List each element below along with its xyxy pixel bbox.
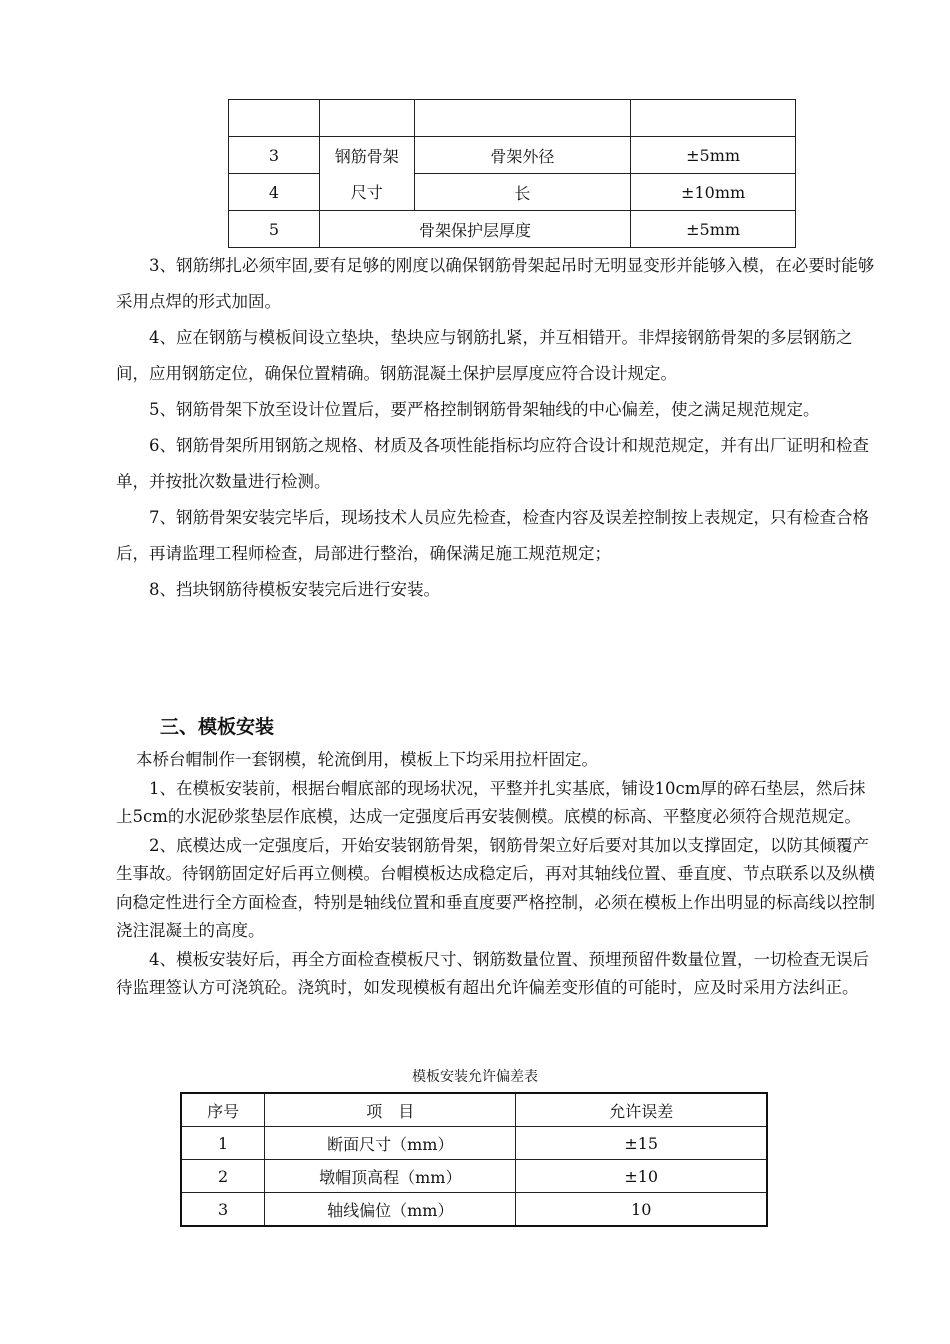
table-cell: 尺寸 — [319, 174, 414, 211]
section-heading: 三、模板安装 — [160, 716, 275, 738]
table-row — [181, 1127, 767, 1160]
table-row — [181, 1193, 767, 1227]
formwork-requirements — [116, 746, 876, 1003]
table-cell: 1 — [181, 1127, 265, 1160]
table-cell: 骨架保护层厚度 — [319, 211, 630, 248]
table-cell: 断面尺寸（mm） — [265, 1127, 516, 1160]
table-cell: 长 — [414, 174, 631, 211]
table-cell: 10 — [516, 1193, 767, 1227]
paragraph: 1、在模板安装前，根据台帽底部的现场状况，平整并扎实基底，铺设10cm厚的碎石垫层，然后抹上5cm的水泥砂浆垫层作底模，达成一定强度后再安装侧模。底模的标高、平整度必须符合规范规定。 — [116, 778, 866, 826]
table-cell: 5 — [229, 211, 320, 248]
table-header: 允许误差 — [516, 1093, 767, 1127]
table-caption: 模板安装允许偏差表 — [412, 1069, 538, 1085]
table-cell: ±5mm — [631, 211, 796, 248]
paragraph: 4、模板安装好后，再全方面检查模板尺寸、钢筋数量位置、预埋预留件数量位置，一切检查无误后待监理签认方可浇筑砼。浇筑时，如发现模板有超出允许偏差变形值的可能时，应及时采用方法纠正。 — [116, 949, 869, 997]
table-row — [229, 137, 796, 174]
rebar-requirements — [116, 248, 876, 608]
table-row — [229, 211, 796, 248]
table-header-row — [181, 1093, 767, 1127]
table-header: 序号 — [181, 1093, 265, 1127]
table-header: 项 目 — [265, 1093, 516, 1127]
table-cell: 骨架外径 — [414, 137, 631, 174]
table-cell — [414, 100, 631, 137]
paragraph: 7、钢筋骨架安装完毕后，现场技术人员应先检查，检查内容及误差控制按上表规定，只有检查合格后，再请监理工程师检查，局部进行整治，确保满足施工规范规定； — [116, 508, 869, 563]
formwork-tolerance-table — [180, 1092, 768, 1227]
table-cell — [631, 100, 796, 137]
rebar-tolerance-table — [228, 99, 796, 248]
table-cell: 2 — [181, 1160, 265, 1193]
paragraph: 3、钢筋绑扎必须牢固,要有足够的刚度以确保钢筋骨架起吊时无明显变形并能够入模，在必要时能够采用点焊的形式加固。 — [116, 256, 875, 311]
paragraph: 5、钢筋骨架下放至设计位置后，要严格控制钢筋骨架轴线的中心偏差，使之满足规范规定。 — [149, 400, 820, 419]
table-cell: 4 — [229, 174, 320, 211]
table-row — [229, 174, 796, 211]
paragraph: 2、底模达成一定强度后，开始安装钢筋骨架，钢筋骨架立好后要对其加以支撑固定，以防其倾覆产生事故。待钢筋固定好后再立侧模。台帽模板达成稳定后，再对其轴线位置、垂直度、节点联系以及纵横向稳定性进行全方面检查，特别是轴线位置和垂直度要严格控制，必须在模板上作出明显的标高线以控制浇注混凝土的高度。 — [116, 835, 875, 940]
paragraph: 6、钢筋骨架所用钢筋之规格、材质及各项性能指标均应符合设计和规范规定，并有出厂证明和检查单，并按批次数量进行检测。 — [116, 436, 869, 491]
table-cell: ±10 — [516, 1160, 767, 1193]
table-row — [229, 100, 796, 137]
table-cell: ±10mm — [631, 174, 796, 211]
paragraph: 8、挡块钢筋待模板安装完后进行安装。 — [149, 580, 440, 599]
table-cell: ±5mm — [631, 137, 796, 174]
table-cell — [229, 100, 320, 137]
paragraph: 4、应在钢筋与模板间设立垫块，垫块应与钢筋扎紧，并互相错开。非焊接钢筋骨架的多层钢筋之间，应用钢筋定位，确保位置精确。钢筋混凝土保护层厚度应符合设计规定。 — [116, 328, 853, 383]
table-cell: 钢筋骨架 — [319, 137, 414, 174]
table-cell — [319, 100, 414, 137]
table-cell: 墩帽顶高程（mm） — [265, 1160, 516, 1193]
paragraph: 本桥台帽制作一套钢模，轮流倒用，模板上下均采用拉杆固定。 — [136, 750, 598, 769]
table-cell: 轴线偏位（mm） — [265, 1193, 516, 1227]
table-cell: ±15 — [516, 1127, 767, 1160]
table-cell: 3 — [181, 1193, 265, 1227]
table-cell: 3 — [229, 137, 320, 174]
table-row — [181, 1160, 767, 1193]
